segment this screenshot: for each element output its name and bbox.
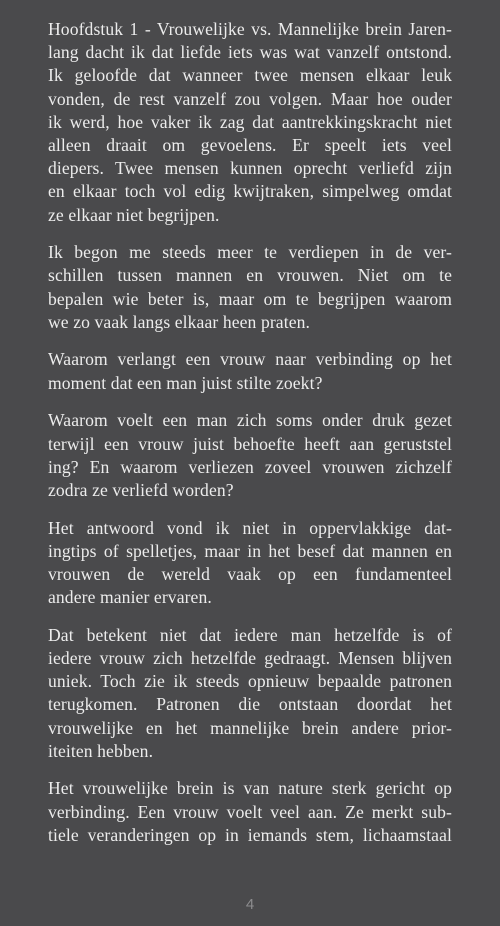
- text-line: tiele veranderingen op in iemands stem, lichaamstaal: [48, 824, 452, 845]
- text-line: Ik geloofde dat wanneer twee mensen elkaar leuk: [48, 65, 452, 86]
- text-line: moment dat een man juist stilte zoekt?: [48, 372, 323, 393]
- paragraph: [48, 624, 452, 763]
- paragraph: [48, 517, 452, 610]
- text-line: iedere vrouw zich hetzelfde gedraagt. Mensen blijven: [48, 648, 452, 668]
- paragraph: [48, 348, 452, 394]
- text-line: ing? En waarom verliezen zoveel vrouwen zichzelf: [48, 456, 452, 477]
- text-line: Het antwoord vond ik niet in oppervlakkige dat-: [48, 517, 452, 538]
- text-line: ik werd, hoe vaker ik zag dat aantrekkingskracht niet: [48, 111, 452, 132]
- text-line: iteiten hebben.: [48, 740, 154, 761]
- text-line: vrouwelijke en het mannelijke brein andere prior-: [48, 717, 452, 738]
- paragraph: [48, 409, 452, 502]
- text-line: alleen draait om gevoelens. Er speelt iets veel: [48, 134, 452, 155]
- text-line: ingtips of spelletjes, maar in het besef dat mannen en: [48, 540, 452, 561]
- text-line: Waarom verlangt een vrouw naar verbinding op het: [48, 349, 452, 370]
- text-line: lang dacht ik dat liefde iets was wat vanzelf ontstond.: [48, 42, 452, 63]
- text-line: uniek. Toch zie ik steeds opnieuw bepaalde patronen: [48, 671, 452, 692]
- text-line: diepers. Twee mensen kunnen oprecht verliefd zijn: [48, 158, 452, 179]
- text-line: Het vrouwelijke brein is van nature sterk gericht op: [48, 778, 452, 799]
- text-line: schillen tussen mannen en vrouwen. Niet om te: [48, 265, 452, 286]
- page-text: [48, 18, 452, 862]
- text-line: Dat betekent niet dat iedere man hetzelfde is of: [48, 624, 452, 645]
- text-line: vonden, de rest vanzelf zou volgen. Maar hoe ouder: [48, 88, 452, 109]
- text-line: verbinding. Een vrouw voelt veel aan. Ze merkt sub-: [48, 801, 452, 822]
- text-line: en elkaar toch vol edig kwijtraken, simpelweg omdat: [48, 181, 452, 202]
- text-line: zodra ze verliefd worden?: [48, 479, 234, 500]
- text-line: terwijl een vrouw juist behoefte heeft aan geruststel: [48, 433, 452, 454]
- text-line: andere manier ervaren.: [48, 587, 212, 608]
- page-number: 4: [245, 896, 255, 913]
- text-line: terugkomen. Patronen die ontstaan doordat het: [48, 694, 452, 715]
- text-line: bepalen wie beter is, maar om te begrijpen waarom: [48, 288, 452, 309]
- paragraph: [48, 241, 452, 334]
- paragraph: [48, 777, 452, 847]
- text-line: vrouwen de wereld vaak op een fundamenteel: [48, 563, 452, 584]
- text-line: Waarom voelt een man zich soms onder druk gezet: [48, 410, 452, 431]
- paragraph: [48, 18, 452, 227]
- text-line: ze elkaar niet begrijpen.: [48, 204, 220, 225]
- text-line: we zo vaak langs elkaar heen praten.: [48, 311, 310, 332]
- text-line: Ik begon me steeds meer te verdiepen in de ver-: [48, 242, 452, 263]
- text-line: Hoofdstuk 1 - Vrouwelijke vs. Mannelijke brein Jaren-: [48, 19, 452, 39]
